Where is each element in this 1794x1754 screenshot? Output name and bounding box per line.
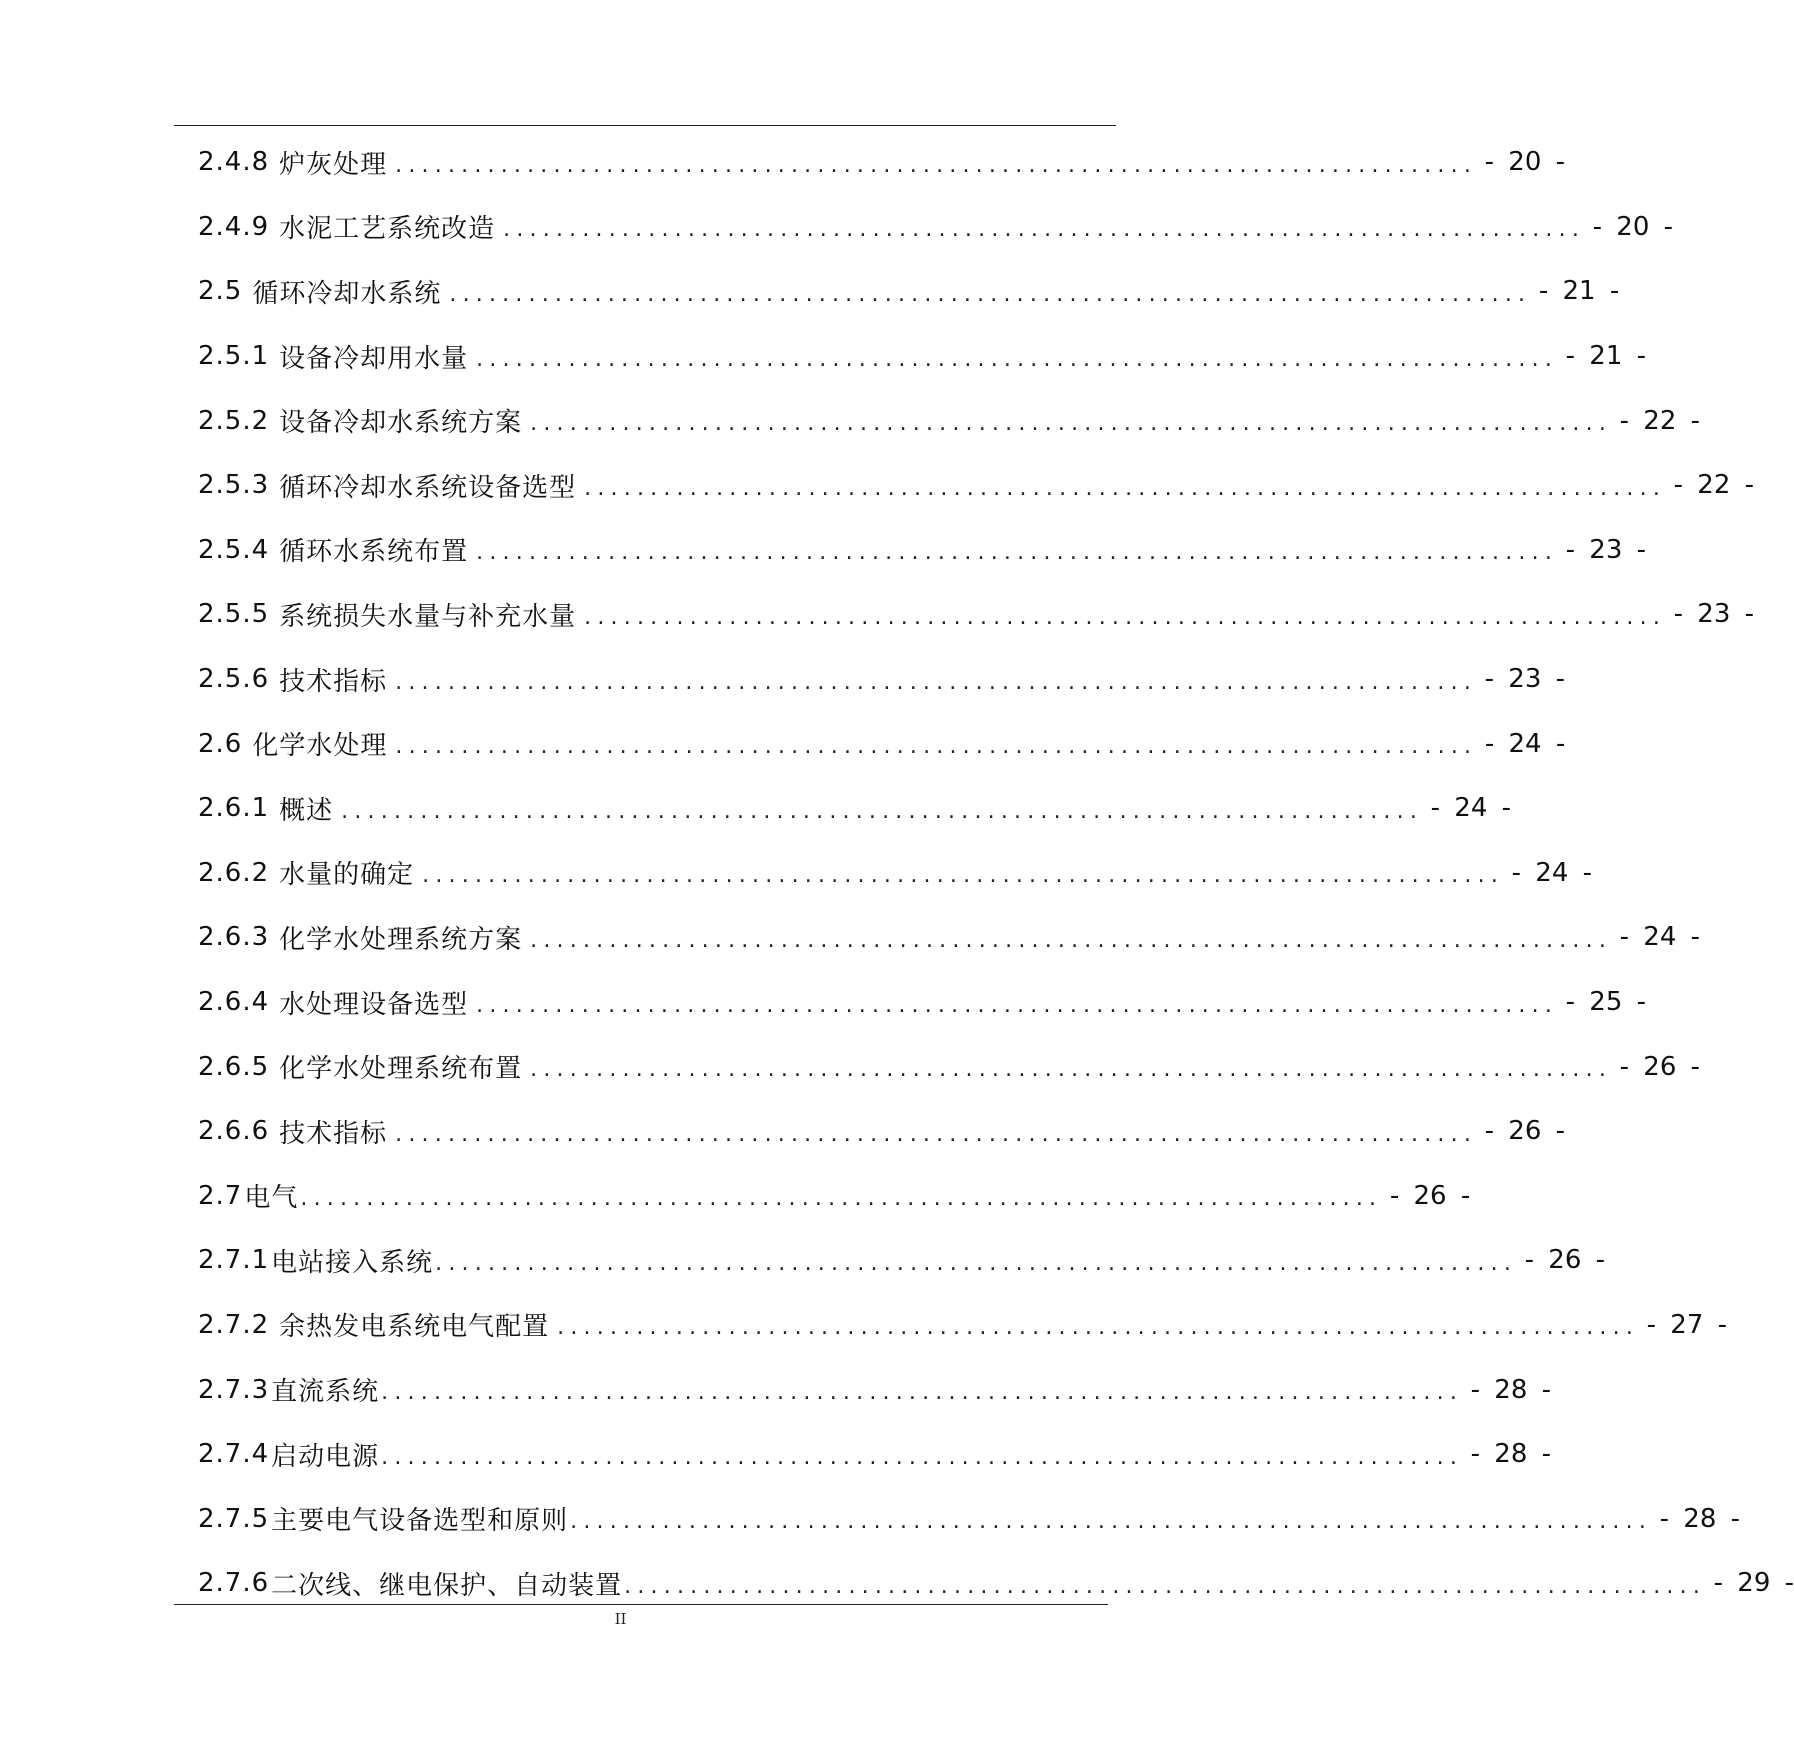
toc-entry[interactable] bbox=[198, 1034, 1701, 1099]
toc-entry[interactable] bbox=[198, 1422, 1552, 1487]
toc-dot-leader: .................................................................................. bbox=[476, 992, 1559, 1018]
toc-dot-leader: .................................................................................. bbox=[584, 604, 1667, 630]
toc-entry-title: 炉灰处理 bbox=[279, 149, 388, 180]
toc-entry-page: - 24 - bbox=[1430, 793, 1512, 824]
toc-entry-number: 2.7.3 bbox=[198, 1374, 270, 1405]
toc-entry-page: - 27 - bbox=[1646, 1309, 1728, 1340]
toc-entry-number: 2.5.1 bbox=[198, 341, 270, 372]
toc-entry[interactable] bbox=[198, 1293, 1728, 1358]
toc-entry-number: 2.5 bbox=[198, 276, 243, 307]
toc-dot-leader: .................................................................................. bbox=[503, 217, 1586, 243]
toc-entry-title: 电气 bbox=[244, 1183, 299, 1214]
toc-entry-title: 设备冷却水系统方案 bbox=[279, 408, 523, 439]
toc-dot-leader: .................................................................................. bbox=[476, 540, 1559, 566]
toc-dot-leader: .................................................................................. bbox=[584, 475, 1667, 501]
toc-entry-page: - 21 - bbox=[1565, 341, 1647, 372]
toc-entry-title: 电站接入系统 bbox=[271, 1247, 434, 1278]
toc-entry[interactable] bbox=[198, 776, 1512, 841]
toc-entry-number: 2.4.9 bbox=[198, 211, 270, 242]
toc-dot-leader: .................................................................................. bbox=[395, 669, 1478, 695]
toc-entry[interactable] bbox=[198, 647, 1566, 712]
toc-entry-number: 2.6.4 bbox=[198, 987, 270, 1018]
toc-entry-title: 化学水处理系统布置 bbox=[279, 1054, 523, 1085]
toc-entry[interactable] bbox=[198, 130, 1566, 195]
toc-entry-number: 2.7.1 bbox=[198, 1245, 270, 1276]
toc-entry-title: 循环冷却水系统 bbox=[252, 278, 442, 309]
toc-entry[interactable] bbox=[198, 1164, 1471, 1229]
toc-entry[interactable] bbox=[198, 518, 1647, 583]
toc-entry-number: 2.6.3 bbox=[198, 922, 270, 953]
toc-entry-page: - 26 - bbox=[1389, 1180, 1471, 1211]
toc-entry-page: - 28 - bbox=[1659, 1503, 1741, 1534]
toc-entry-page: - 24 - bbox=[1484, 728, 1566, 759]
toc-entry[interactable] bbox=[198, 905, 1701, 970]
toc-entry-page: - 20 - bbox=[1592, 211, 1674, 242]
toc-dot-leader: .................................................................................. bbox=[449, 281, 1532, 307]
toc-entry-page: - 23 - bbox=[1673, 599, 1755, 630]
toc-entry-page: - 20 - bbox=[1484, 147, 1566, 178]
toc-entry-number: 2.5.3 bbox=[198, 470, 270, 501]
toc-entry-page: - 23 - bbox=[1484, 664, 1566, 695]
toc-dot-leader: .................................................................................. bbox=[395, 1121, 1478, 1147]
toc-entry-page: - 26 - bbox=[1484, 1116, 1566, 1147]
toc-entry-number: 2.5.4 bbox=[198, 534, 270, 565]
toc-entry-title: 启动电源 bbox=[271, 1441, 380, 1472]
toc-entry[interactable] bbox=[198, 1228, 1606, 1293]
toc-entry-page: - 29 - bbox=[1713, 1568, 1794, 1599]
toc-entry-title: 化学水处理 bbox=[252, 731, 388, 762]
toc-entry[interactable] bbox=[198, 324, 1647, 389]
toc-dot-leader: .................................................................................. bbox=[557, 1315, 1640, 1341]
toc-dot-leader: .................................................................................. bbox=[341, 798, 1424, 824]
toc-entry-title: 技术指标 bbox=[279, 1118, 388, 1149]
toc-entry[interactable] bbox=[198, 1551, 1794, 1616]
toc-entry-number: 2.5.5 bbox=[198, 599, 270, 630]
toc-dot-leader: .................................................................................. bbox=[435, 1250, 1518, 1276]
toc-dot-leader: .................................................................................. bbox=[530, 927, 1613, 953]
toc-entry-page: - 23 - bbox=[1565, 534, 1647, 565]
toc-entry-number: 2.7 bbox=[198, 1180, 243, 1211]
toc-entry-title: 水量的确定 bbox=[279, 860, 415, 891]
toc-entry-number: 2.6.2 bbox=[198, 857, 270, 888]
toc-entry-page: - 21 - bbox=[1538, 276, 1620, 307]
toc-dot-leader: .................................................................................. bbox=[530, 411, 1613, 437]
toc-entry[interactable] bbox=[198, 970, 1647, 1035]
toc-dot-leader: .................................................................................. bbox=[381, 1444, 1464, 1470]
toc-entry[interactable] bbox=[198, 195, 1674, 260]
toc-entry-title: 化学水处理系统方案 bbox=[279, 924, 523, 955]
toc-entry-title: 循环冷却水系统设备选型 bbox=[279, 472, 577, 503]
page-number: II bbox=[614, 1610, 627, 1628]
toc-entry-title: 二次线、继电保护、自动装置 bbox=[271, 1570, 623, 1601]
toc-dot-leader: .................................................................................. bbox=[395, 152, 1478, 178]
toc-entry[interactable] bbox=[198, 711, 1566, 776]
toc-entry-number: 2.6.6 bbox=[198, 1116, 270, 1147]
toc-entry-number: 2.4.8 bbox=[198, 147, 270, 178]
table-of-contents bbox=[198, 130, 1794, 1616]
toc-entry-title: 设备冷却用水量 bbox=[279, 343, 469, 374]
toc-entry-number: 2.6 bbox=[198, 728, 243, 759]
toc-entry[interactable] bbox=[198, 841, 1593, 906]
toc-entry-title: 余热发电系统电气配置 bbox=[279, 1312, 550, 1343]
toc-entry[interactable] bbox=[198, 1357, 1552, 1422]
toc-entry[interactable] bbox=[198, 1486, 1741, 1551]
toc-dot-leader: .................................................................................. bbox=[570, 1509, 1653, 1535]
toc-entry[interactable] bbox=[198, 582, 1755, 647]
toc-dot-leader: .................................................................................. bbox=[624, 1573, 1707, 1599]
footer-rule bbox=[174, 1604, 1108, 1605]
toc-entry[interactable] bbox=[198, 388, 1701, 453]
toc-entry-number: 2.7.6 bbox=[198, 1568, 270, 1599]
toc-entry-title: 循环水系统布置 bbox=[279, 537, 469, 568]
toc-entry-page: - 28 - bbox=[1470, 1374, 1552, 1405]
toc-entry-title: 主要电气设备选型和原则 bbox=[271, 1506, 569, 1537]
toc-entry-title: 技术指标 bbox=[279, 666, 388, 697]
toc-entry-page: - 24 - bbox=[1619, 922, 1701, 953]
toc-dot-leader: .................................................................................. bbox=[300, 1186, 1383, 1212]
toc-entry-title: 直流系统 bbox=[271, 1377, 380, 1408]
toc-dot-leader: .................................................................................. bbox=[476, 346, 1559, 372]
toc-entry-page: - 25 - bbox=[1565, 987, 1647, 1018]
toc-dot-leader: .................................................................................. bbox=[530, 1057, 1613, 1083]
toc-entry[interactable] bbox=[198, 259, 1620, 324]
toc-entry-page: - 26 - bbox=[1619, 1051, 1701, 1082]
toc-entry-number: 2.6.5 bbox=[198, 1051, 270, 1082]
toc-entry-title: 系统损失水量与补充水量 bbox=[279, 601, 577, 632]
toc-entry-title: 水处理设备选型 bbox=[279, 989, 469, 1020]
toc-entry-number: 2.6.1 bbox=[198, 793, 270, 824]
toc-entry[interactable] bbox=[198, 1099, 1566, 1164]
toc-entry-title: 概述 bbox=[279, 795, 334, 826]
toc-entry-page: - 22 - bbox=[1619, 405, 1701, 436]
toc-entry-number: 2.7.4 bbox=[198, 1439, 270, 1470]
header-rule bbox=[174, 125, 1116, 126]
toc-entry-page: - 22 - bbox=[1673, 470, 1755, 501]
toc-entry-number: 2.5.2 bbox=[198, 405, 270, 436]
toc-entry-page: - 26 - bbox=[1524, 1245, 1606, 1276]
toc-entry-number: 2.5.6 bbox=[198, 664, 270, 695]
toc-dot-leader: .................................................................................. bbox=[381, 1380, 1464, 1406]
toc-entry[interactable] bbox=[198, 453, 1755, 518]
toc-dot-leader: .................................................................................. bbox=[395, 734, 1478, 760]
toc-entry-number: 2.7.5 bbox=[198, 1503, 270, 1534]
toc-entry-title: 水泥工艺系统改造 bbox=[279, 214, 496, 245]
toc-entry-page: - 24 - bbox=[1511, 857, 1593, 888]
toc-dot-leader: .................................................................................. bbox=[422, 863, 1505, 889]
toc-entry-page: - 28 - bbox=[1470, 1439, 1552, 1470]
toc-entry-number: 2.7.2 bbox=[198, 1309, 270, 1340]
